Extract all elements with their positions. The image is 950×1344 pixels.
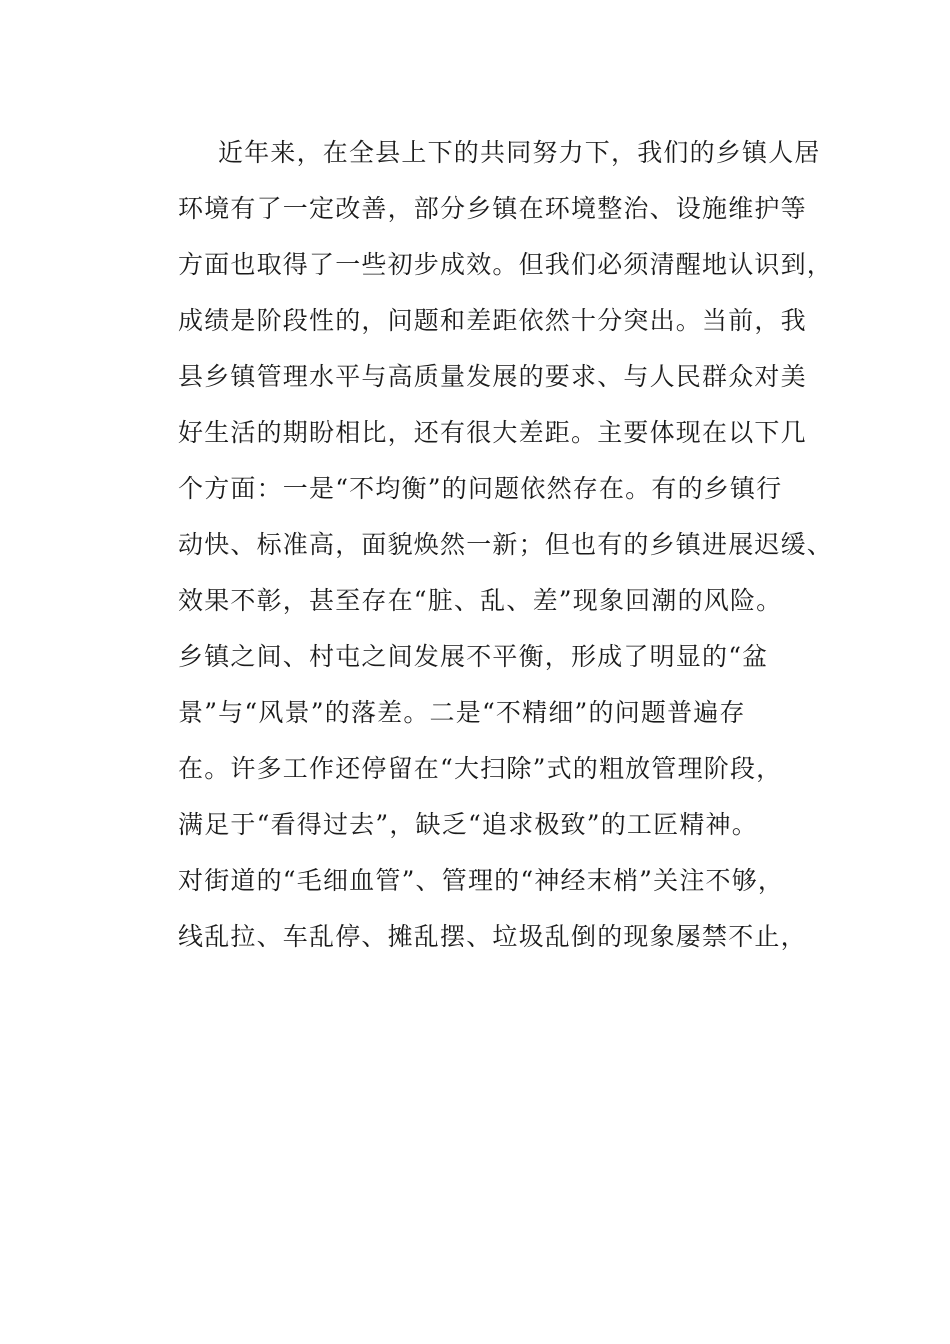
text-line: 环境有了一定改善，部分乡镇在环境整治、设施维护等 [178,194,807,223]
text-line: 线乱拉、车乱停、摊乱摆、垃圾乱倒的现象屡禁不止， [178,922,807,951]
text-line: 效果不彰，甚至存在“脏、乱、差”现象回潮的风险。 [178,586,783,615]
body-paragraph [178,128,834,968]
text-line: 在。许多工作还停留在“大扫除”式的粗放管理阶段， [178,754,783,783]
text-line: 对街道的“毛细血管”、管理的“神经末梢”关注不够， [178,866,785,895]
text-line: 动快、标准高，面貌焕然一新；但也有的乡镇进展迟缓、 [178,530,834,559]
text-line: 好生活的期盼相比，还有很大差距。主要体现在以下几 [178,418,807,447]
text-line: 个方面：一是“不均衡”的问题依然存在。有的乡镇行 [178,474,783,503]
text-line: 县乡镇管理水平与高质量发展的要求、与人民群众对美 [178,362,807,391]
text-line: 乡镇之间、村屯之间发展不平衡，形成了明显的“盆 [178,642,769,671]
text-line: 成绩是阶段性的，问题和差距依然十分突出。当前，我 [178,306,807,335]
text-line: 满足于“看得过去”，缺乏“追求极致”的工匠精神。 [178,810,758,839]
text-line: 近年来，在全县上下的共同努力下，我们的乡镇人居 [218,138,821,167]
text-line: 景”与“风景”的落差。二是“不精细”的问题普遍存 [178,698,746,727]
text-line: 方面也取得了一些初步成效。但我们必须清醒地认识到， [178,250,834,279]
